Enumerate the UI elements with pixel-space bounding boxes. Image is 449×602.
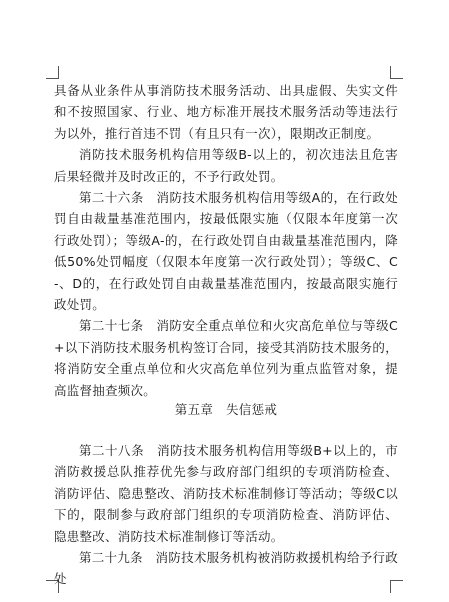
crop-mark-top-left — [46, 66, 59, 79]
document-body-bottom — [54, 440, 398, 590]
document-body-top — [54, 80, 398, 401]
paragraph: 具备从业条件从事消防技术服务活动、出具虚假、失实文件和不按照国家、行业、地方标准开展技术服务活动等违法行为以外，推行首违不罚（有且只有一次），限期改正制度。 — [54, 83, 398, 141]
article-26-paragraph: 第二十六条 消防技术服务机构信用等级A的，在行政处罚自由裁量基准范围内，按最低限实施（仅限本年度第一次行政处罚）；等级A-的，在行政处罚自由裁量基准范围内，降低50%处罚幅度（仅限本年度第一次行政处罚）；等级C、C-、D的，在行政处罚自由裁量基准范围内，按最高限实施行政处罚。 — [54, 190, 398, 313]
paragraph: 消防技术服务机构信用等级B-以上的，初次违法且危害后果轻微并及时改正的，不予行政处罚。 — [54, 147, 398, 184]
article-29-paragraph: 第二十九条 消防技术服务机构被消防救援机构给予行政处 — [54, 550, 398, 587]
chapter-heading: 第五章 失信惩戒 — [174, 402, 278, 417]
crop-mark-top-right — [390, 66, 403, 79]
article-27-paragraph: 第二十七条 消防安全重点单位和火灾高危单位与等级C+以下消防技术服务机构签订合同，接受其消防技术服务的，将消防安全重点单位和火灾高危单位列为重点监管对象，提高监督抽查频次。 — [54, 318, 398, 398]
article-28-paragraph: 第二十八条 消防技术服务机构信用等级B+以上的，市消防救援总队推荐优先参与政府部门组织的专项消防检查、消防评估、隐患整改、消防技术标准制修订等活动；等级C以下的，限制参与政府部门组织的专项消防检查、消防评估、隐患整改、消防技术标准制修订等活动。 — [54, 443, 398, 544]
